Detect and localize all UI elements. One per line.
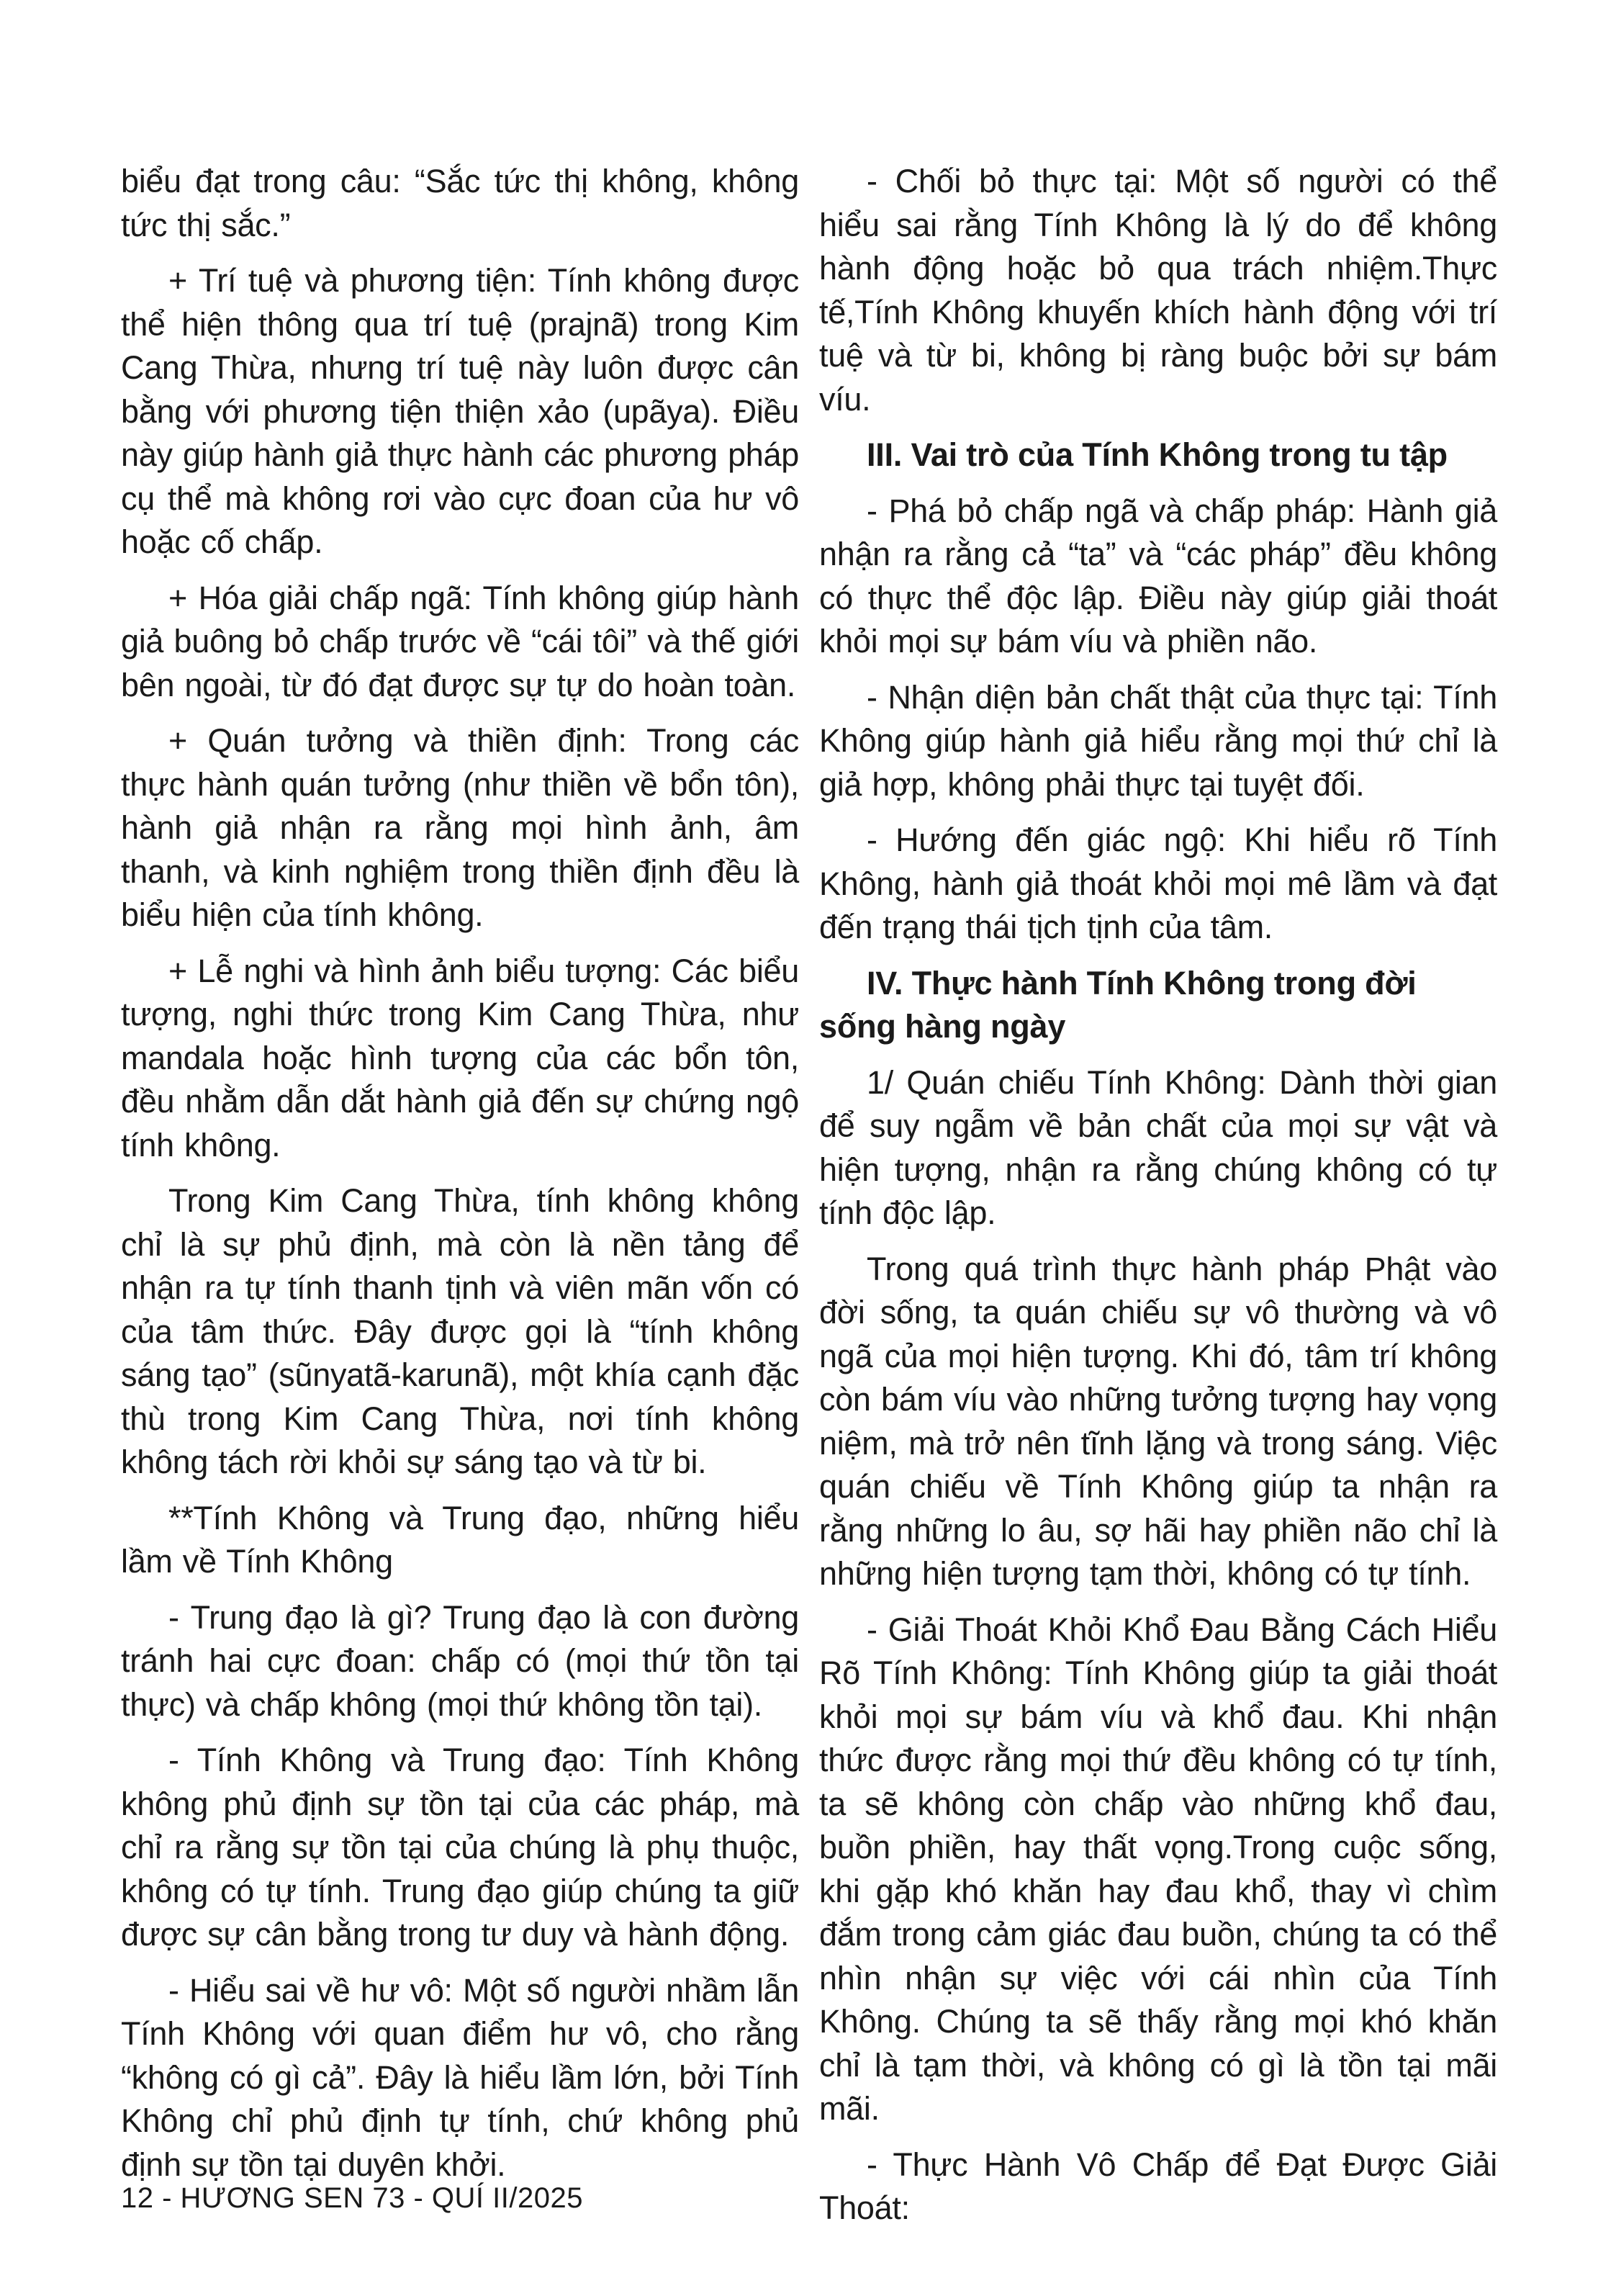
paragraph-toward-enlightenment: - Hướng đến giác ngộ: Khi hiểu rõ Tính Không, hành giả thoát khỏi mọi mê lầm và đạt đến trạng thái tịch tịnh của tâm. bbox=[819, 821, 1497, 945]
section-heading-daily-practice: IV. Thực hành Tính Không trong đời sống hàng ngày bbox=[819, 964, 1417, 1045]
paragraph-rituals-symbols: + Lễ nghi và hình ảnh biểu tượng: Các biểu tượng, nghi thức trong Kim Cang Thừa, như mandala hoặc hình tượng của các bổn tôn, đều nhằm dẫn dắt hành giả đến sự chứng ngộ tính không. bbox=[121, 952, 799, 1163]
paragraph-continuation: biểu đạt trong câu: “Sắc tức thị không, không tức thị sắc.” bbox=[121, 163, 799, 243]
paragraph-denying-reality: - Chối bỏ thực tại: Một số người có thể hiểu sai rằng Tính Không là lý do để không hành động hoặc bỏ qua trách nhiệm.Thực tế,Tính Không khuyến khích hành động với trí tuệ và từ bi, không bị ràng buộc bởi sự bám víu. bbox=[819, 163, 1497, 418]
left-column bbox=[121, 160, 799, 2199]
paragraph-breaking-clinging: - Phá bỏ chấp ngã và chấp pháp: Hành giả nhận ra rằng cả “ta” và “các pháp” đều không có thực thể độc lập. Điều này giúp giải thoát khỏi mọi sự bám víu và phiền não. bbox=[819, 492, 1497, 659]
paragraph-emptiness-and-middle-way: - Tính Không và Trung đạo: Tính Không không phủ định sự tồn tại của các pháp, mà chỉ ra rằng sự tồn tại của chúng là phụ thuộc, không có tự tính. Trung đạo giúp chúng ta giữ được sự cân bằng trong tư duy và hành động. bbox=[121, 1742, 799, 1953]
paragraph-vajrayana-emptiness: Trong Kim Cang Thừa, tính không không chỉ là sự phủ định, mà còn là nền tảng để nhận ra tự tính thanh tịnh và viên mãn vốn có của tâm thức. Đây được gọi là “tính không sáng tạo” (sũnyatã-karunã), một khía cạnh đặc thù trong Kim Cang Thừa, nơi tính không không tách rời khỏi sự sáng tạo và từ bi. bbox=[121, 1182, 799, 1480]
paragraph-what-is-middle-way: - Trung đạo là gì? Trung đạo là con đường tránh hai cực đoan: chấp có (mọi thứ tồn tại thực) và chấp không (mọi thứ không tồn tại). bbox=[121, 1598, 799, 1723]
paragraph-practice-in-life: Trong quá trình thực hành pháp Phật vào đời sống, ta quán chiếu sự vô thường và vô ngã của mọi hiện tượng. Khi đó, tâm trí không còn bám víu vào những tưởng tượng hay vọng niệm, mà trở nên tĩnh lặng và trong sáng. Việc quán chiếu về Tính Không giúp ta nhận ra rằng những lo âu, sợ hãi hay phiền não chỉ là những hiện tượng tạm thời, không có tự tính. bbox=[819, 1250, 1497, 1592]
paragraph-contemplating-emptiness: 1/ Quán chiếu Tính Không: Dành thời gian để suy ngẫm về bản chất của mọi sự vật và hiện tượng, nhận ra rằng chúng không có tự tính độc lập. bbox=[819, 1063, 1497, 1231]
paragraph-true-nature-reality: - Nhận diện bản chất thật của thực tại: Tính Không giúp hành giả hiểu rằng mọi thứ chỉ là giả hợp, không phải thực tại tuyệt đối. bbox=[819, 678, 1497, 803]
right-column bbox=[819, 160, 1497, 2243]
paragraph-wisdom-and-means: + Trí tuệ và phương tiện: Tính không được thể hiện thông qua trí tuệ (prajnã) trong Kim Cang Thừa, nhưng trí tuệ này luôn được cân bằng với phương tiện thiện xảo (upãya). Điều này giúp hành giả thực hành các phương pháp cụ thể mà không rơi vào cực đoan của hư vô hoặc cố chấp. bbox=[121, 262, 799, 560]
paragraph-liberation-from-suffering: - Giải Thoát Khỏi Khổ Đau Bằng Cách Hiểu Rõ Tính Không: Tính Không giúp ta giải thoát khỏi mọi sự bám víu và khổ đau. Khi nhận thức được rằng mọi thứ đều không có tự tính, ta sẽ không còn chấp vào những khổ đau, buồn phiền, hay thất vọng.Trong cuộc sống, khi gặp khó khăn hay đau khổ, thay vì chìm đắm trong cảm giác đau buồn, chúng ta có thể nhìn nhận sự việc với cái nhìn của Tính Không. Chúng ta sẽ thấy rằng mọi khó khăn chỉ là tạm thời, và không có gì là tồn tại mãi mãi. bbox=[819, 1611, 1497, 2127]
page-footer: 12 - HƯƠNG SEN 73 - QUÍ II/2025 bbox=[121, 2182, 583, 2214]
paragraph-middle-way-heading: **Tính Không và Trung đạo, những hiểu lầm về Tính Không bbox=[121, 1499, 799, 1580]
paragraph-dissolving-self-clinging: + Hóa giải chấp ngã: Tính không giúp hành giả buông bỏ chấp trước về “cái tôi” và thế giới bên ngoài, từ đó đạt được sự tự do hoàn toàn. bbox=[121, 579, 799, 703]
paragraph-non-attachment-practice: - Thực Hành Vô Chấp để Đạt Được Giải Thoát: bbox=[819, 2146, 1497, 2226]
paragraph-visualization-meditation: + Quán tưởng và thiền định: Trong các thực hành quán tưởng (như thiền về bổn tôn), hành giả nhận ra rằng mọi hình ảnh, âm thanh, và kinh nghiệm trong thiền định đều là biểu hiện của tính không. bbox=[121, 722, 799, 933]
section-heading-role-of-emptiness: III. Vai trò của Tính Không trong tu tập bbox=[867, 436, 1448, 473]
paragraph-misunderstanding-nihilism: - Hiểu sai về hư vô: Một số người nhầm lẫn Tính Không với quan điểm hư vô, cho rằng “không có gì cả”. Đây là hiểu lầm lớn, bởi Tính Không chỉ phủ định tự tính, chứ không phủ định sự tồn tại duyên khởi. bbox=[121, 1971, 799, 2183]
